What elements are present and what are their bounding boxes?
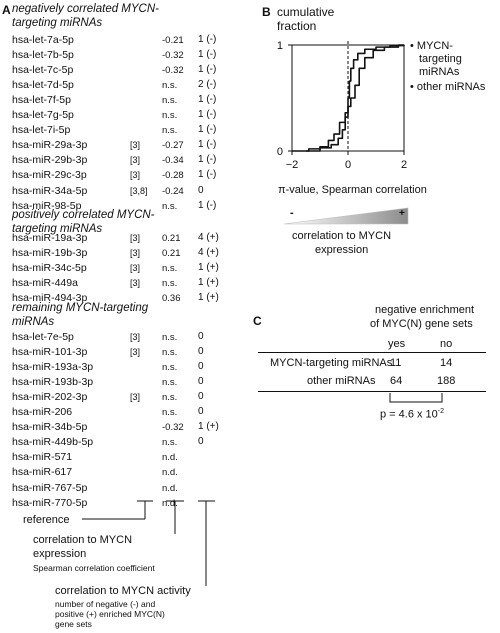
- correlation-value: n.s.: [162, 278, 178, 290]
- activity-value: 1 (+): [198, 277, 219, 289]
- section-title-line: miRNAs: [12, 316, 55, 328]
- correlation-value: 0.36: [162, 293, 181, 305]
- reference: [3]: [130, 347, 141, 358]
- mirna-row: [0, 79, 240, 94]
- mirna-name: hsa-miR-19b-3p: [12, 247, 88, 260]
- table-title-1: negative enrichment: [375, 304, 475, 316]
- mirna-name: hsa-let-7e-5p: [12, 331, 74, 343]
- mirna-row: [0, 34, 240, 49]
- mirna-name: hsa-miR-494-3p: [12, 292, 88, 305]
- mirna-name: hsa-let-7f-5p: [12, 94, 71, 107]
- section-title-line: negatively correlated MYCN-: [12, 3, 160, 15]
- y-tick-label: 0: [276, 146, 283, 158]
- mirna-row: [0, 391, 240, 406]
- mirna-name: hsa-miR-34b-5p: [12, 421, 88, 434]
- table-row-label-other: other miRNAs: [307, 375, 376, 387]
- correlation-value: n.s.: [162, 95, 178, 107]
- mirna-name: hsa-miR-29b-3p: [12, 154, 88, 167]
- reference: [3]: [130, 263, 141, 274]
- mirna-name: hsa-let-7i-5p: [12, 124, 71, 137]
- activity-value: 0: [198, 346, 204, 358]
- activity-value: 0: [198, 436, 204, 448]
- correlation-value: n.d.: [162, 452, 178, 464]
- correlation-value: n.d.: [162, 467, 178, 479]
- table-row-label-mycn: MYCN-targeting miRNAs: [270, 357, 393, 369]
- correlation-value: n.d.: [162, 497, 178, 509]
- mirna-name: hsa-let-7d-5p: [12, 79, 74, 92]
- activity-value: 0: [198, 361, 204, 373]
- mirna-row: [0, 169, 240, 184]
- activity-value: 1 (+): [198, 421, 219, 433]
- panel-label-b: B: [262, 5, 271, 19]
- mirna-name: hsa-miR-193a-3p: [12, 361, 94, 374]
- reference: [3]: [130, 170, 141, 181]
- panel-label-a: A: [2, 3, 11, 17]
- x-tick-label: −2: [285, 159, 299, 171]
- table-rule-top: [258, 352, 486, 353]
- mirna-name: hsa-miR-206: [12, 406, 73, 419]
- reference: [3,8]: [130, 185, 148, 196]
- legend-corr-title-2: expression: [33, 548, 87, 560]
- mirna-row: [0, 232, 240, 247]
- mirna-name: hsa-miR-617: [12, 466, 73, 479]
- reference: [3]: [130, 248, 141, 259]
- mirna-row: [0, 451, 240, 466]
- mirna-row: [0, 64, 240, 79]
- correlation-value: -0.24: [162, 185, 184, 197]
- reference: [3]: [130, 233, 141, 243]
- legend-act-sub-3: gene sets: [55, 619, 92, 629]
- activity-value: 1 (+): [198, 292, 219, 304]
- section-title-line: targeting miRNAs: [12, 17, 103, 29]
- mirna-row: [0, 94, 240, 109]
- mirna-row: [0, 247, 240, 262]
- mirna-row: [0, 262, 240, 277]
- mirna-row: [0, 331, 240, 346]
- panel-label-c: C: [253, 314, 262, 328]
- chart-ylabel-1: cumulative: [277, 5, 335, 19]
- activity-value: 4 (+): [198, 232, 219, 243]
- table-col-yes: yes: [388, 338, 406, 350]
- correlation-value: n.s.: [162, 377, 178, 389]
- mirna-name: hsa-miR-770-5p: [12, 496, 88, 509]
- legend-act-sub-2: positive (+) enriched MYC(N): [55, 609, 165, 619]
- mirna-row: [0, 139, 240, 154]
- correlation-value: 0.21: [162, 233, 181, 244]
- correlation-value: n.d.: [162, 482, 178, 494]
- mirna-row: [0, 185, 240, 200]
- p-value-bracket: [380, 392, 460, 406]
- mirna-name: hsa-let-7b-5p: [12, 49, 74, 62]
- gradient-minus: -: [290, 207, 294, 219]
- table-col-no: no: [440, 338, 453, 350]
- activity-value: 0: [198, 406, 204, 418]
- activity-value: 1 (-): [198, 109, 217, 121]
- reference: [3]: [130, 332, 141, 342]
- mirna-name: hsa-miR-29a-3p: [12, 139, 88, 152]
- mirna-name: hsa-miR-202-3p: [12, 391, 88, 404]
- mirna-row: [0, 154, 240, 169]
- mirna-name: hsa-miR-571: [12, 451, 73, 464]
- y-tick-label: 1: [276, 40, 283, 52]
- legend-act-title: correlation to MYCN activity: [55, 585, 191, 597]
- correlation-value: -0.32: [162, 50, 184, 62]
- activity-value: 1 (-): [198, 64, 217, 76]
- correlation-value: n.s.: [162, 80, 178, 92]
- activity-value: 1 (+): [198, 262, 219, 274]
- activity-value: 0: [198, 376, 204, 388]
- mirna-row: [0, 436, 240, 451]
- mirna-row: [0, 421, 240, 436]
- activity-value: 4 (+): [198, 247, 219, 259]
- activity-value: 1 (-): [198, 49, 217, 61]
- mirna-name: hsa-miR-98-5p: [12, 199, 82, 212]
- mirna-row: [0, 346, 240, 361]
- correlation-value: 0.21: [162, 248, 181, 260]
- mirna-name: hsa-let-7c-5p: [12, 64, 74, 77]
- correlation-value: -0.21: [162, 35, 184, 46]
- mirna-name: hsa-miR-29c-3p: [12, 169, 87, 182]
- reference: [3]: [130, 155, 141, 166]
- mirna-row: [0, 277, 240, 292]
- correlation-gradient-wedge: [282, 205, 412, 227]
- gradient-plus: +: [399, 208, 405, 219]
- mirna-name: hsa-miR-34c-5p: [12, 262, 87, 275]
- table-cell-mycn-yes: 11: [390, 357, 402, 369]
- mirna-name: hsa-let-7g-5p: [12, 109, 74, 122]
- mirna-row: [0, 361, 240, 376]
- legend-mycn-1: • MYCN-: [410, 40, 453, 52]
- p-value: p = 4.6 x $10^{-2}$: [380, 408, 445, 421]
- correlation-value: n.s.: [162, 125, 178, 137]
- correlation-value: n.s.: [162, 362, 178, 374]
- legend-mycn-3: miRNAs: [419, 66, 460, 78]
- activity-value: 2 (-): [198, 79, 217, 91]
- activity-value: 1 (-): [198, 199, 217, 211]
- activity-value: 1 (-): [198, 154, 217, 166]
- mirna-name: hsa-miR-193b-3p: [12, 376, 94, 389]
- mirna-row: [0, 376, 240, 391]
- table-cell-other-no: 188: [437, 375, 456, 387]
- section-title-line: remaining MYCN-targeting: [12, 302, 149, 314]
- correlation-value: n.s.: [162, 407, 178, 419]
- reference: [3]: [130, 140, 141, 151]
- mirna-name: hsa-miR-767-5p: [12, 481, 88, 494]
- correlation-value: -0.32: [162, 422, 184, 434]
- correlation-value: n.s.: [162, 200, 178, 212]
- mirna-row: [0, 482, 240, 497]
- activity-value: 0: [198, 391, 204, 403]
- mirna-row: [0, 466, 240, 481]
- correlation-value: n.s.: [162, 263, 178, 275]
- legend-other: • other miRNAs: [410, 81, 486, 93]
- table-title-2: of MYC(N) gene sets: [370, 318, 473, 330]
- section-title-line: targeting miRNAs: [12, 223, 103, 235]
- table-cell-other-yes: 64: [390, 375, 403, 387]
- table-cell-mycn-no: 14: [440, 357, 453, 369]
- mirna-name: hsa-miR-449a: [12, 277, 78, 290]
- gradient-label-2: expression: [315, 244, 369, 256]
- correlation-value: n.s.: [162, 332, 178, 343]
- cumulative-fraction-chart: [262, 30, 500, 205]
- mirna-name: hsa-miR-449b-5p: [12, 436, 94, 449]
- chart-ylabel-2: fraction: [277, 19, 317, 33]
- reference: [3]: [130, 392, 141, 403]
- mirna-name: hsa-miR-101-3p: [12, 346, 88, 359]
- correlation-value: n.s.: [162, 392, 178, 404]
- legend-act-sub-1: number of negative (-) and: [55, 599, 156, 609]
- correlation-value: -0.34: [162, 155, 184, 167]
- legend-corr-sub: Spearman correlation coefficient: [33, 563, 155, 573]
- chart-xlabel: π-value, Spearman correlation: [278, 184, 427, 196]
- correlation-value: n.s.: [162, 437, 178, 449]
- activity-value: 1 (-): [198, 124, 217, 136]
- section-title-line: positively correlated MYCN-: [12, 209, 155, 221]
- correlation-value: n.s.: [162, 110, 178, 122]
- activity-value: 1 (-): [198, 139, 217, 151]
- correlation-value: -0.28: [162, 170, 184, 182]
- mirna-row: [0, 49, 240, 64]
- correlation-value: -0.27: [162, 140, 184, 152]
- gradient-label-1: correlation to MYCN: [292, 230, 392, 242]
- mirna-row: [0, 109, 240, 124]
- activity-value: 0: [198, 331, 204, 342]
- activity-value: 0: [198, 184, 204, 196]
- mirna-name: hsa-let-7a-5p: [12, 34, 74, 46]
- x-tick-label: 0: [344, 159, 352, 171]
- legend-reference: reference: [23, 514, 70, 526]
- reference: [3]: [130, 278, 141, 289]
- activity-value: 1 (-): [198, 34, 217, 45]
- legend-mycn-2: targeting: [419, 53, 462, 65]
- mirna-row: [0, 124, 240, 139]
- x-tick-label: 2: [400, 159, 408, 171]
- legend-corr-title-1: correlation to MYCN: [33, 534, 133, 546]
- correlation-value: -0.32: [162, 65, 184, 77]
- mirna-row: [0, 406, 240, 421]
- mirna-name: hsa-miR-19a-3p: [12, 232, 88, 244]
- correlation-value: n.s.: [162, 347, 178, 359]
- activity-value: 1 (-): [198, 169, 217, 181]
- mirna-name: hsa-miR-34a-5p: [12, 184, 88, 197]
- activity-value: 1 (-): [198, 94, 217, 106]
